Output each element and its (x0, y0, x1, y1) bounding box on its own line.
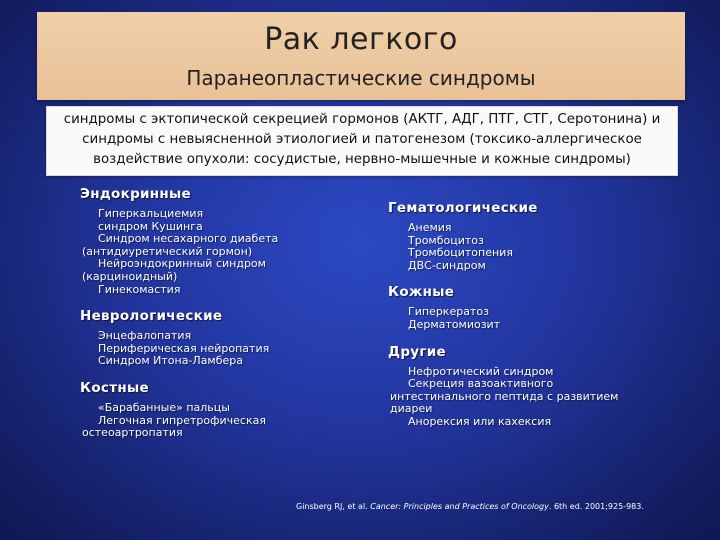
neuro-heading: Неврологические (80, 308, 223, 325)
right-column (388, 200, 648, 441)
skin-list (388, 306, 648, 331)
list-item: Дерматомиозит (408, 317, 501, 331)
list-item: Анорексия или кахексия (408, 414, 552, 428)
other-list (388, 366, 648, 429)
page-title: Рак легкого (264, 22, 458, 57)
page-subtitle: Паранеопластические синдромы (186, 66, 536, 90)
list-item: (карциноидный) (82, 269, 178, 283)
hema-list (388, 222, 648, 272)
citation (296, 502, 644, 511)
list-item: (антидиуретический гормон) (82, 244, 253, 258)
list-item: остеоартропатия (82, 426, 183, 440)
list-item: Легочная гипретрофическая (98, 413, 266, 427)
left-column (80, 186, 330, 452)
list-item: Периферическая нейропатия (98, 341, 270, 355)
endocrine-list (80, 208, 330, 296)
list-item: Гинекомастия (98, 282, 181, 296)
list-item: Секреция вазоактивного (408, 377, 554, 391)
list-item: Анемия (408, 221, 452, 234)
citation-authors: Ginsberg RJ, et al. (296, 502, 368, 511)
other-heading: Другие (388, 343, 446, 360)
hema-heading: Гематологические (388, 200, 538, 216)
intro-text: синдромы с эктопической секрецией гормонов (АКТГ, АДГ, ПТГ, СТГ, Серотонина) и синдромы с невыясненной этиологией и патогенезом (токсико-аллергическое воздействие опухоли: сосудистые, нервно-мышечные и кожные синдромы) (63, 112, 661, 167)
list-item: Гиперкальциемия (98, 207, 204, 220)
list-item: диареи (390, 402, 433, 416)
citation-details: . 6th ed. 2001;925-983. (548, 502, 644, 511)
list-item: синдром Кушинга (98, 219, 203, 233)
list-item: Тромбоцитопения (408, 246, 513, 260)
list-item: интестинального пептида с развитием (390, 389, 619, 403)
endocrine-heading: Эндокринные (80, 186, 192, 202)
list-item: Синдром несахарного диабета (98, 232, 279, 246)
title-box (37, 12, 685, 100)
list-item: Гиперкератоз (408, 305, 489, 319)
bone-heading: Костные (80, 379, 149, 396)
skin-heading: Кожные (388, 284, 455, 301)
list-item: ДВС-синдром (408, 258, 486, 272)
list-item: Синдром Итона-Ламбера (98, 354, 243, 368)
list-item: Нефротический синдром (408, 364, 554, 378)
list-item: Тромбоцитоз (408, 233, 484, 247)
bone-list (80, 402, 330, 440)
list-item: Энцефалопатия (98, 329, 192, 343)
list-item: Нейроэндокринный синдром (98, 257, 266, 271)
citation-source: Cancer: Principles and Practices of Oncology (370, 502, 549, 511)
intro-box (46, 106, 678, 176)
neuro-list (80, 330, 330, 368)
list-item: «Барабанные» пальцы (98, 400, 230, 414)
